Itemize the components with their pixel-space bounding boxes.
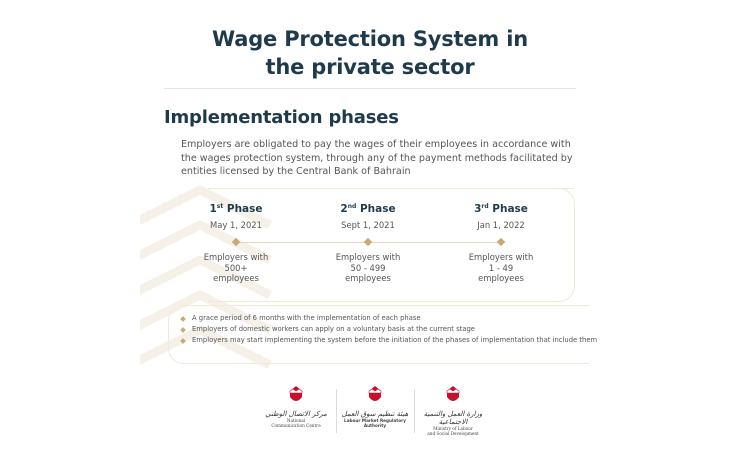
logo-ministry-labour: وزارة العمل والتنمية الاجتماعية Ministry of Labour and Social Development xyxy=(417,385,489,435)
logo-lmra: هيئة تنظيم سوق العمل Labour Market Regulatory Authority xyxy=(339,385,411,435)
phase-1-title: 1st Phase xyxy=(209,203,263,215)
bullet-diamond-icon xyxy=(180,338,186,344)
title-line-2: the private sector xyxy=(265,55,475,79)
logo-divider xyxy=(336,389,337,433)
phase-1-description: Employers with 500+ employees xyxy=(203,252,269,283)
logo-divider xyxy=(414,389,415,433)
note-item: Employers may start implementing the system before the initiation of the phases of implementation that include them xyxy=(180,335,597,346)
phase-2-title: 2nd Phase xyxy=(340,203,396,215)
logo-national-communication-centre: مركز الاتصال الوطني National Communication Centre xyxy=(260,385,332,435)
note-item: Employers of domestic workers can apply on a voluntary basis at the current stage xyxy=(180,324,597,335)
phase-3 xyxy=(441,203,561,230)
phase-2 xyxy=(308,203,428,230)
phase-3-title: 3rd Phase xyxy=(474,203,528,215)
bahrain-emblem-icon xyxy=(288,385,304,405)
title-divider xyxy=(164,88,576,89)
bahrain-emblem-icon xyxy=(367,385,383,405)
phase-1 xyxy=(176,203,296,230)
phase-3-date: Jan 1, 2022 xyxy=(477,220,525,230)
bullet-diamond-icon xyxy=(180,327,186,333)
phase-3-description: Employers with 1 - 49 employees xyxy=(468,252,534,283)
bahrain-emblem-icon xyxy=(445,385,461,405)
page-title xyxy=(0,25,740,81)
phase-2-date: Sept 1, 2021 xyxy=(341,220,395,230)
logo-strip xyxy=(260,385,490,435)
section-heading: Implementation phases xyxy=(164,107,399,128)
notes-list xyxy=(180,313,597,346)
title-line-1: Wage Protection System in xyxy=(212,27,528,51)
bullet-diamond-icon xyxy=(180,316,186,322)
phase-1-date: May 1, 2021 xyxy=(210,220,262,230)
intro-paragraph: Employers are obligated to pay the wages of their employees in accordance with the wages protection system, through any of the payment methods facilitated by entities licensed by the Central Bank of Bahrain xyxy=(181,139,573,177)
note-item: A grace period of 6 months with the implementation of each phase xyxy=(180,313,597,324)
phase-2-description: Employers with 50 - 499 employees xyxy=(335,252,401,283)
